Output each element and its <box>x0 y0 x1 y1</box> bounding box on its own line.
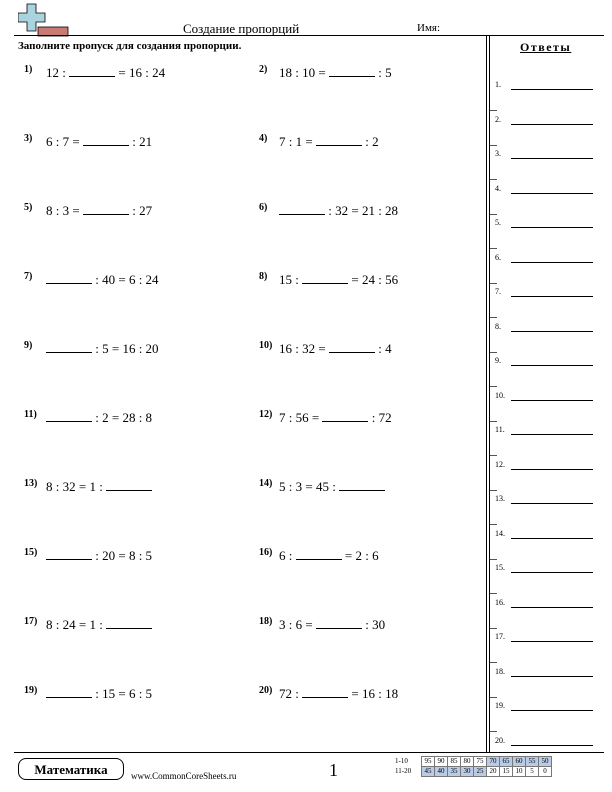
answers-title: Ответы <box>520 40 572 54</box>
answer-blank[interactable] <box>339 480 385 491</box>
problem-expression <box>279 548 379 564</box>
answer-label: 18. <box>495 666 505 676</box>
answer-blank[interactable] <box>83 204 129 215</box>
divider-tick <box>490 731 497 732</box>
answer-blank[interactable] <box>69 66 115 77</box>
expression-after: : 72 <box>368 410 392 425</box>
problem-expression <box>279 617 385 633</box>
problem-expression <box>279 134 379 150</box>
expression-before: 8 : 24 = 1 : <box>46 617 107 632</box>
answer-line[interactable] <box>511 710 593 711</box>
problem-expression <box>46 686 152 702</box>
score-cell: 30 <box>461 767 474 777</box>
answer-line[interactable] <box>511 538 593 539</box>
problem-expression <box>279 686 398 702</box>
expression-before: 6 : 7 = <box>46 134 83 149</box>
expression-after: : 27 <box>128 203 153 218</box>
score-cell: 15 <box>500 767 513 777</box>
divider-tick <box>490 214 497 215</box>
problem-expression <box>46 617 152 633</box>
answer-line[interactable] <box>511 469 593 470</box>
expression-after: : 2 = 28 : 8 <box>92 410 153 425</box>
expression-before: 8 : 32 = 1 : <box>46 479 107 494</box>
answer-line[interactable] <box>511 676 593 677</box>
answer-line[interactable] <box>511 193 593 194</box>
divider-tick <box>490 317 497 318</box>
answer-blank[interactable] <box>279 204 325 215</box>
answer-label: 1. <box>495 80 501 89</box>
divider-tick <box>490 455 497 456</box>
problem-number: 7) <box>24 271 33 282</box>
answer-label: 20. <box>495 735 505 745</box>
answer-label: 13. <box>495 494 505 503</box>
score-cell: 85 <box>448 757 461 767</box>
score-cell: 20 <box>487 767 500 777</box>
divider-tick <box>490 662 497 663</box>
expression-after: = 2 : 6 <box>341 548 379 563</box>
expression-after: : 15 = 6 : 5 <box>92 686 153 701</box>
answer-blank[interactable] <box>296 549 342 560</box>
expression-after: : 21 <box>128 134 153 149</box>
problem-number: 20) <box>259 685 273 696</box>
divider-tick <box>490 628 497 629</box>
answer-blank[interactable] <box>46 342 92 353</box>
expression-before: 8 : 3 = <box>46 203 83 218</box>
answer-blank[interactable] <box>302 687 348 698</box>
problem-expression <box>279 203 398 219</box>
answer-line[interactable] <box>511 641 593 642</box>
name-label: Имя: <box>417 22 441 34</box>
problem-number: 5) <box>24 202 33 213</box>
divider-tick <box>490 593 497 594</box>
worksheet-title: Создание пропорций <box>183 21 300 36</box>
problem-number: 2) <box>259 64 268 75</box>
expression-before: 15 : <box>279 272 303 287</box>
answer-blank[interactable] <box>46 687 92 698</box>
divider-tick <box>490 145 497 146</box>
score-cell: 45 <box>422 767 435 777</box>
site-url: www.CommonCoreSheets.ru <box>131 771 237 781</box>
problem-expression <box>279 272 398 288</box>
answer-line[interactable] <box>511 434 593 435</box>
score-cell: 90 <box>435 757 448 767</box>
score-cell: 60 <box>513 757 526 767</box>
problem-expression <box>46 479 152 495</box>
score-cell: 80 <box>461 757 474 767</box>
answer-line[interactable] <box>511 227 593 228</box>
answer-line[interactable] <box>511 89 593 90</box>
answer-blank[interactable] <box>316 618 362 629</box>
answer-line[interactable] <box>511 572 593 573</box>
expression-after: = 16 : 18 <box>348 686 399 701</box>
answer-line[interactable] <box>511 262 593 263</box>
instructions: Заполните пропуск для создания пропорции. <box>18 40 242 52</box>
answer-line[interactable] <box>511 331 593 332</box>
problem-expression <box>46 410 152 426</box>
footer-divider <box>14 752 604 753</box>
answer-blank[interactable] <box>46 411 92 422</box>
divider-tick <box>490 352 497 353</box>
expression-after: : 20 = 8 : 5 <box>92 548 153 563</box>
answer-blank[interactable] <box>302 273 348 284</box>
answer-label: 8. <box>495 321 501 331</box>
header-divider <box>14 35 604 36</box>
problem-expression <box>279 341 392 357</box>
page-number: 1 <box>329 760 338 780</box>
plus-minus-logo-icon <box>18 3 70 37</box>
answer-label: 17. <box>495 632 505 641</box>
problem-number: 13) <box>24 478 38 489</box>
score-cell: 35 <box>448 767 461 777</box>
expression-before: 12 : <box>46 65 70 80</box>
answer-line[interactable] <box>511 365 593 366</box>
score-cell: 95 <box>422 757 435 767</box>
answer-column-divider-inner <box>489 36 490 752</box>
answer-label: 2. <box>495 114 501 124</box>
answer-label: 10. <box>495 390 505 400</box>
expression-after: : 40 = 6 : 24 <box>92 272 159 287</box>
answer-label: 7. <box>495 287 501 296</box>
answer-line[interactable] <box>511 503 593 504</box>
divider-tick <box>490 490 497 491</box>
answer-label: 5. <box>495 218 501 227</box>
expression-before: 5 : 3 = 45 : <box>279 479 340 494</box>
answer-label: 6. <box>495 252 501 262</box>
expression-before: 3 : 6 = <box>279 617 316 632</box>
problem-expression <box>279 65 392 81</box>
problem-number: 3) <box>24 133 33 144</box>
divider-tick <box>490 283 497 284</box>
expression-before: 6 : <box>279 548 296 563</box>
score-cell: 75 <box>474 757 487 767</box>
answer-label: 15. <box>495 563 505 572</box>
problem-expression <box>46 134 152 150</box>
problem-number: 18) <box>259 616 273 627</box>
expression-before: 7 : 1 = <box>279 134 316 149</box>
problem-number: 12) <box>259 409 273 420</box>
answer-blank[interactable] <box>106 480 152 491</box>
problem-number: 11) <box>24 409 37 420</box>
divider-tick <box>490 386 497 387</box>
expression-after: : 30 <box>361 617 386 632</box>
divider-tick <box>490 179 497 180</box>
problem-number: 16) <box>259 547 273 558</box>
answer-blank[interactable] <box>316 135 362 146</box>
answer-line[interactable] <box>511 607 593 608</box>
score-cell: 65 <box>500 757 513 767</box>
expression-before: 16 : 32 = <box>279 341 329 356</box>
answer-line[interactable] <box>511 400 593 401</box>
answer-line[interactable] <box>511 296 593 297</box>
divider-tick <box>490 248 497 249</box>
score-table <box>395 756 552 777</box>
expression-before: 7 : 56 = <box>279 410 323 425</box>
expression-after: : 5 <box>374 65 392 80</box>
problem-expression <box>279 479 385 495</box>
score-cell: 55 <box>526 757 539 767</box>
divider-tick <box>490 110 497 111</box>
problem-expression <box>46 272 159 288</box>
answer-label: 16. <box>495 597 505 607</box>
answer-label: 3. <box>495 149 501 158</box>
problem-number: 4) <box>259 133 268 144</box>
problem-expression <box>46 548 152 564</box>
expression-after: = 16 : 24 <box>115 65 166 80</box>
divider-tick <box>490 697 497 698</box>
answer-blank[interactable] <box>46 549 92 560</box>
answer-line[interactable] <box>511 158 593 159</box>
score-row <box>395 767 552 777</box>
score-row <box>395 757 552 767</box>
expression-after: = 24 : 56 <box>348 272 399 287</box>
score-row-label: 1-10 <box>395 757 408 765</box>
score-cell: 40 <box>435 767 448 777</box>
problem-expression <box>46 341 159 357</box>
answer-label: 14. <box>495 528 505 538</box>
expression-after: : 5 = 16 : 20 <box>92 341 159 356</box>
problem-number: 17) <box>24 616 38 627</box>
score-row-label: 11-20 <box>395 767 412 775</box>
problem-expression <box>46 203 152 219</box>
problem-expression <box>279 410 392 426</box>
expression-after: : 4 <box>374 341 392 356</box>
expression-before: 18 : 10 = <box>279 65 329 80</box>
score-cell: 0 <box>539 767 552 777</box>
answer-blank[interactable] <box>106 618 152 629</box>
answer-label: 19. <box>495 701 505 710</box>
answer-blank[interactable] <box>46 273 92 284</box>
score-cell: 25 <box>474 767 487 777</box>
problem-number: 10) <box>259 340 273 351</box>
answer-label: 9. <box>495 356 501 365</box>
problem-number: 6) <box>259 202 268 213</box>
problem-number: 19) <box>24 685 38 696</box>
expression-before: 72 : <box>279 686 303 701</box>
score-cell: 70 <box>487 757 500 767</box>
answer-blank[interactable] <box>329 342 375 353</box>
divider-tick <box>490 559 497 560</box>
answer-label: 4. <box>495 183 501 193</box>
score-cell: 50 <box>539 757 552 767</box>
divider-tick <box>490 524 497 525</box>
expression-after: : 2 <box>361 134 379 149</box>
score-cell: 5 <box>526 767 539 777</box>
score-cell: 10 <box>513 767 526 777</box>
expression-after: : 32 = 21 : 28 <box>325 203 399 218</box>
answer-line[interactable] <box>511 124 593 125</box>
answer-column-divider <box>486 36 487 752</box>
answer-label: 11. <box>495 425 505 434</box>
problem-expression <box>46 65 165 81</box>
answer-blank[interactable] <box>329 66 375 77</box>
problem-number: 9) <box>24 340 33 351</box>
problem-number: 15) <box>24 547 38 558</box>
divider-tick <box>490 421 497 422</box>
answer-blank[interactable] <box>322 411 368 422</box>
problem-number: 14) <box>259 478 273 489</box>
answer-blank[interactable] <box>83 135 129 146</box>
problem-number: 8) <box>259 271 268 282</box>
brand-badge: Математика <box>18 758 124 780</box>
answer-label: 12. <box>495 459 505 469</box>
answer-line[interactable] <box>511 745 593 746</box>
problem-number: 1) <box>24 64 33 75</box>
